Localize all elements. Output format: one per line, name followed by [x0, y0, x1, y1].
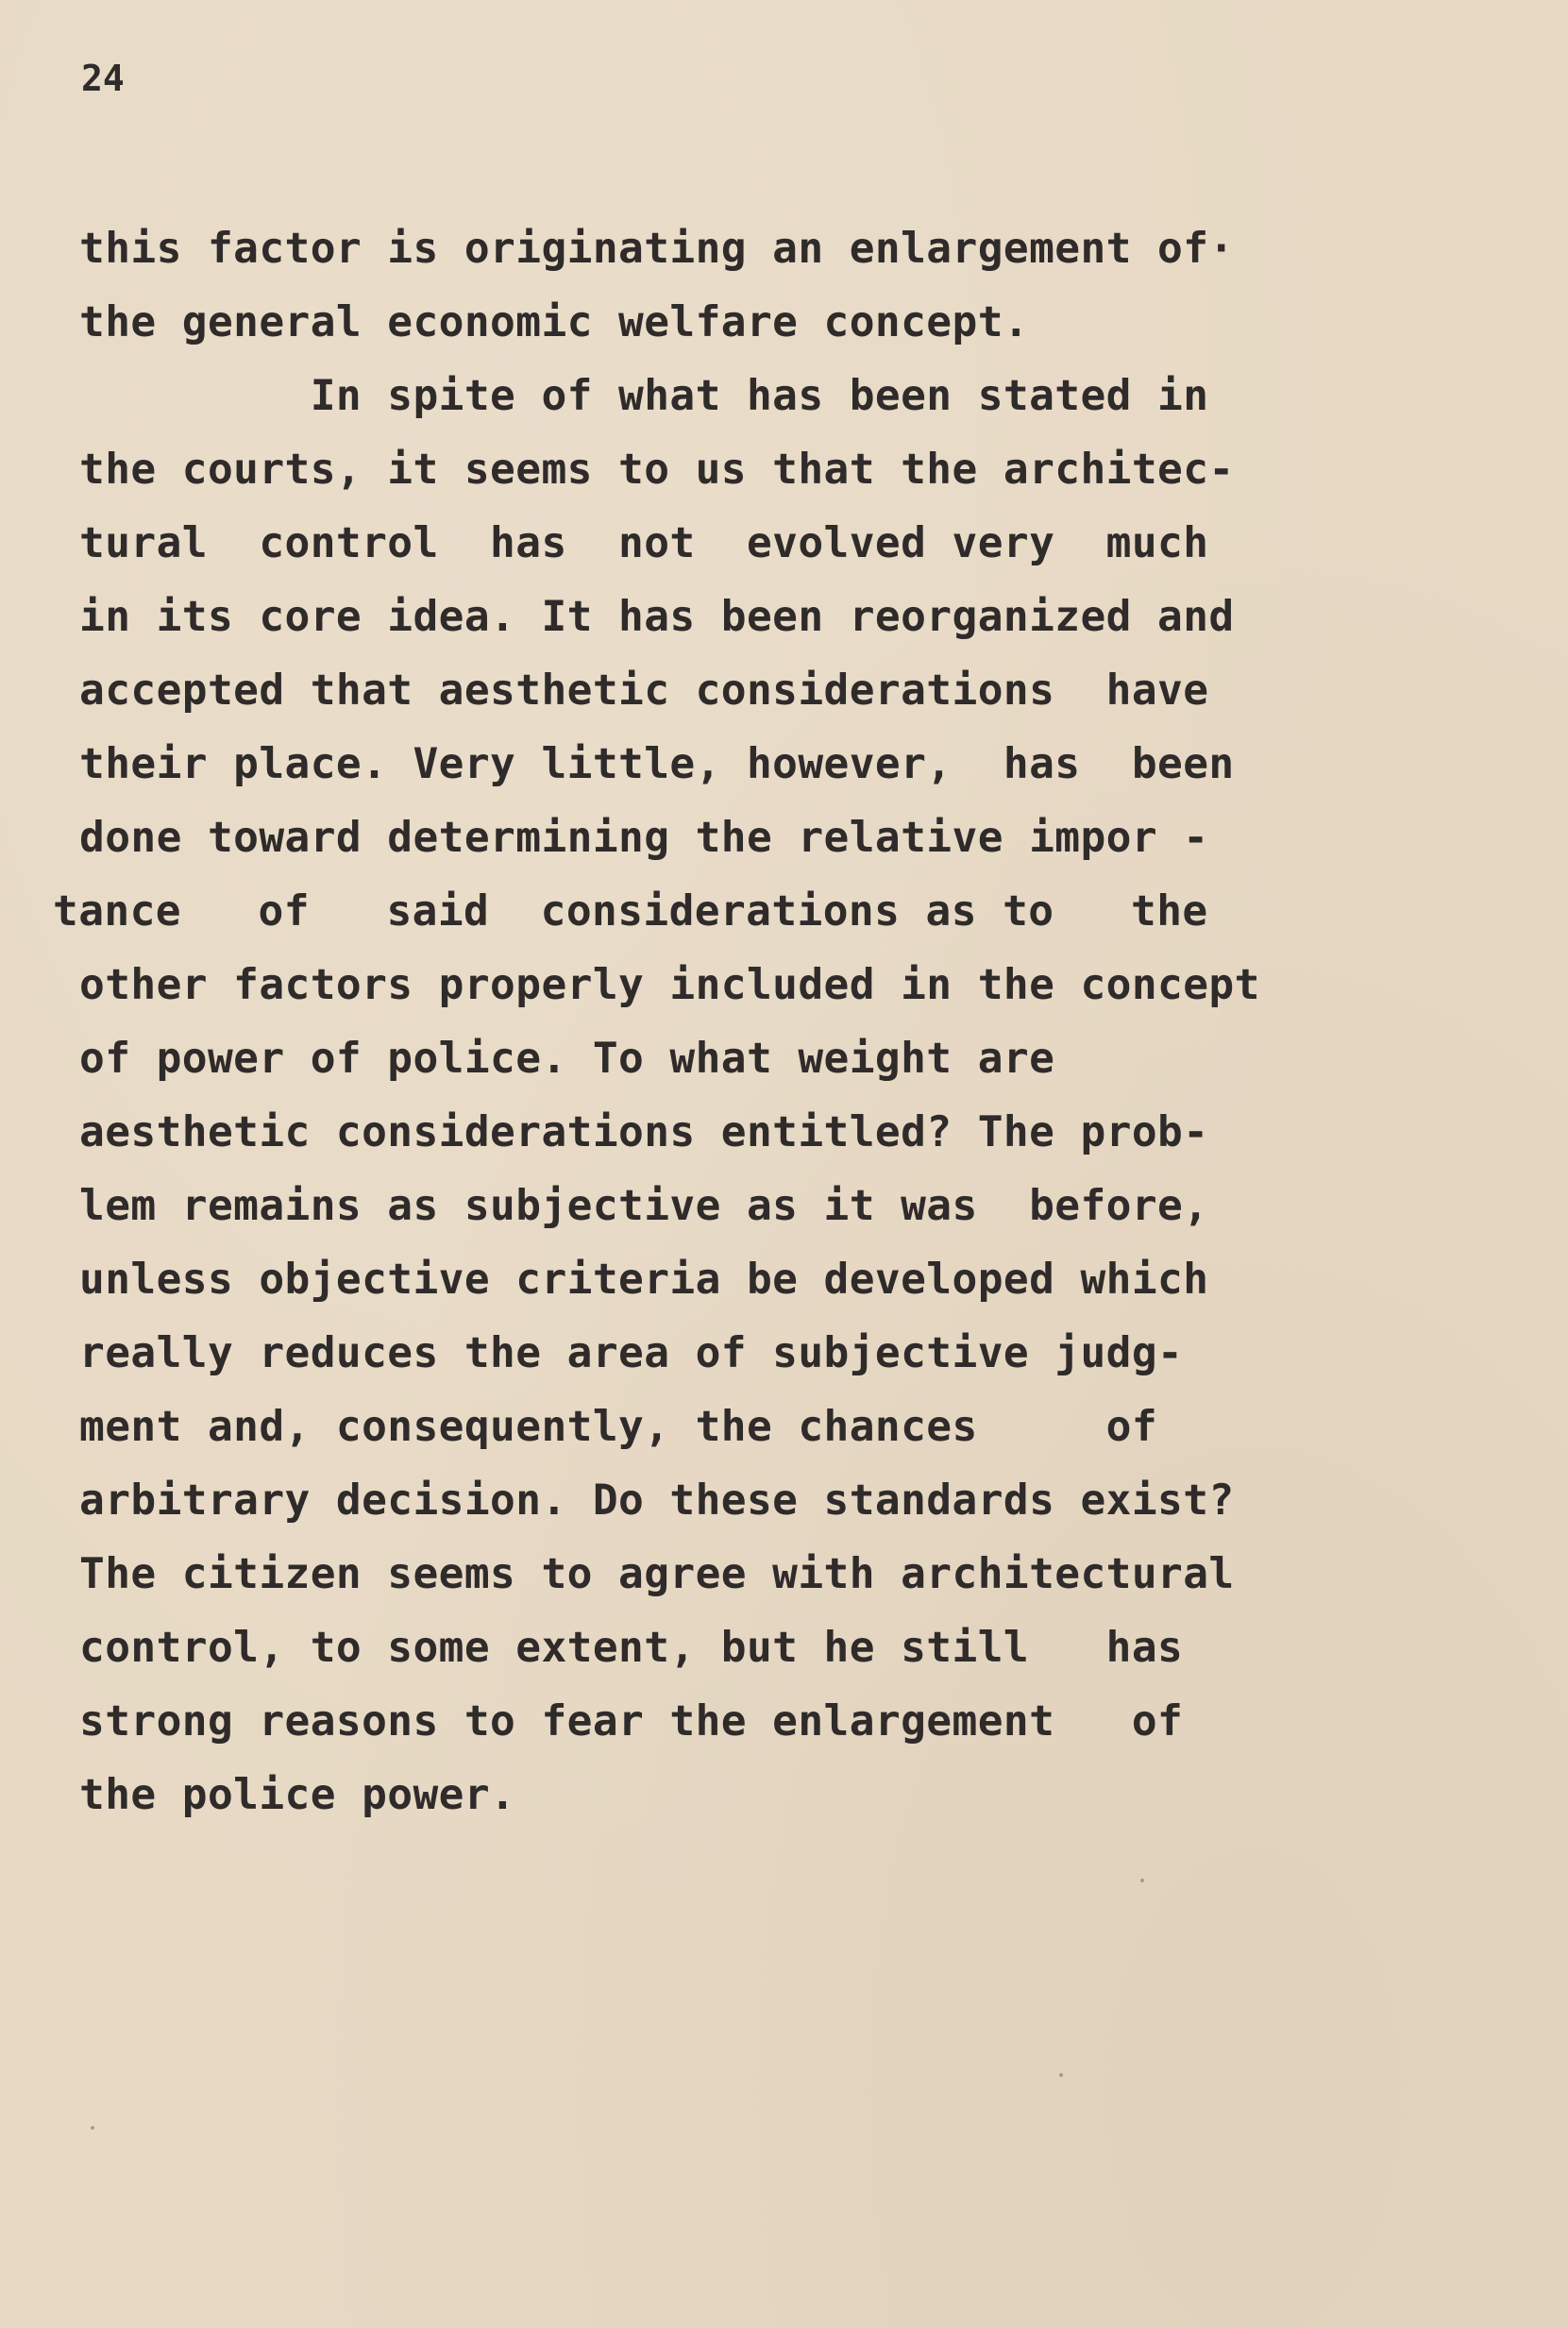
- text-line: the courts, it seems to us that the architec-: [79, 446, 1235, 494]
- text-line: really reduces the area of subjective judg-: [79, 1329, 1184, 1377]
- text-line: arbitrary decision. Do these standards exist?: [79, 1476, 1235, 1525]
- text-line: The citizen seems to agree with architectural: [79, 1550, 1235, 1598]
- paper-speck: [1140, 1879, 1144, 1882]
- text-line: the police power.: [79, 1771, 516, 1819]
- text-line: aesthetic considerations entitled? The prob-: [79, 1108, 1209, 1156]
- text-line: other factors properly included in the concept: [79, 961, 1260, 1009]
- text-line: the general economic welfare concept.: [79, 298, 1030, 346]
- page-number: 24: [81, 58, 125, 99]
- text-line: done toward determining the relative impor -: [79, 814, 1209, 862]
- paper-speck: [91, 2126, 94, 2130]
- text-line: in its core idea. It has been reorganized and: [79, 593, 1235, 641]
- paper-speck: [1059, 2073, 1063, 2077]
- text-line: tural control has not evolved very much: [79, 519, 1209, 567]
- text-line: unless objective criteria be developed which: [79, 1256, 1209, 1304]
- text-line: control, to some extent, but he still has: [79, 1624, 1184, 1672]
- text-line: ment and, consequently, the chances of: [79, 1403, 1158, 1451]
- text-line: their place. Very little, however, has been: [79, 740, 1235, 788]
- text-line: accepted that aesthetic considerations have: [79, 666, 1209, 715]
- text-line: tance of said considerations as to the: [53, 887, 1208, 936]
- text-line: lem remains as subjective as it was before,: [79, 1182, 1209, 1230]
- text-line: In spite of what has been stated in: [79, 372, 1209, 420]
- text-line: strong reasons to fear the enlargement of: [79, 1697, 1184, 1746]
- text-line: of power of police. To what weight are: [79, 1035, 1055, 1083]
- text-line: this factor is originating an enlargement of·: [79, 225, 1235, 273]
